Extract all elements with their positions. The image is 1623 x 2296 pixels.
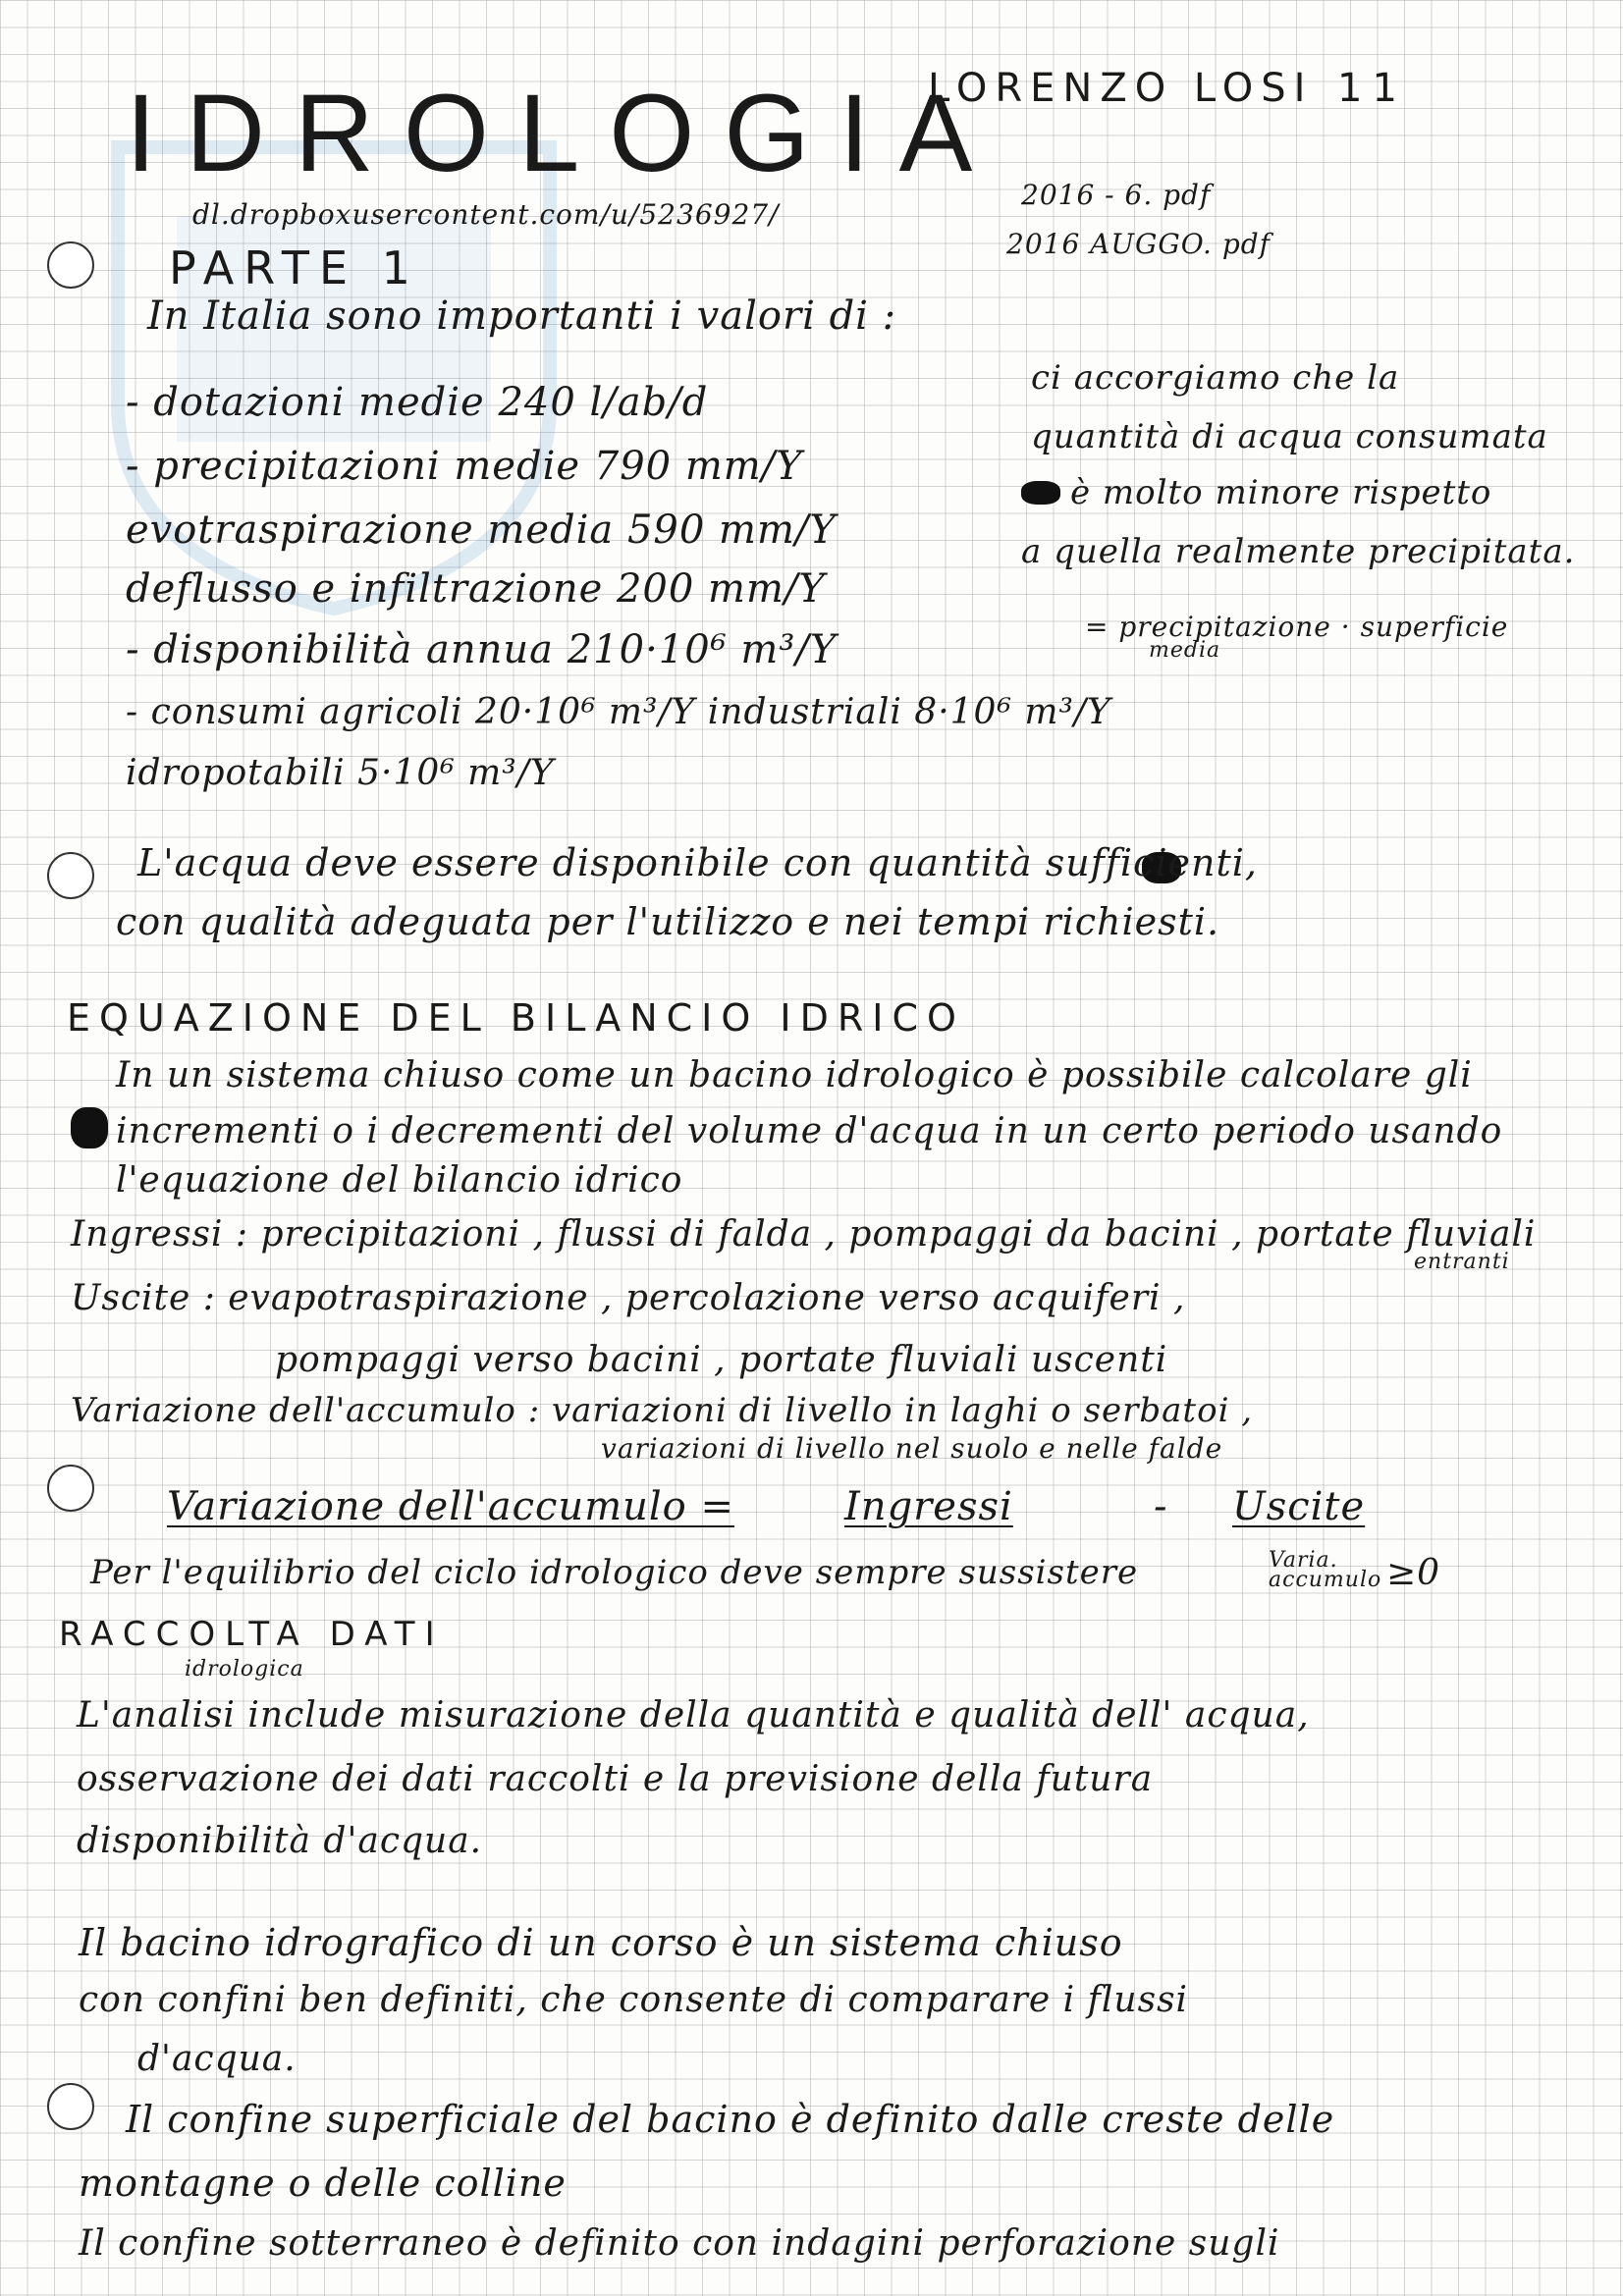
value-line: deflusso e infiltrazione 200 mm/Y xyxy=(126,566,826,612)
boundary-line: montagne o delle colline xyxy=(79,2162,567,2205)
data-line: osservazione dei dati raccolti e la previsione della futura xyxy=(77,1759,1154,1799)
side-note-line: a quella realmente precipitata. xyxy=(1021,532,1576,571)
availability-line: con qualità adeguata per l'utilizzo e nei tempi richiesti. xyxy=(116,900,1220,943)
punch-hole xyxy=(47,852,94,899)
page-number: 11 xyxy=(1337,66,1407,111)
value-line: - dotazioni medie 240 l/ab/d xyxy=(126,380,709,425)
part-heading: PARTE 1 xyxy=(169,241,420,294)
ref-file-1: 2016 - 6. pdf xyxy=(1021,179,1212,211)
side-note-line: quantità di acqua consumata xyxy=(1031,417,1548,456)
punch-hole xyxy=(47,241,94,289)
balance-line: In un sistema chiuso come un bacino idrologico è possibile calcolare gli xyxy=(116,1055,1473,1095)
part-intro: In Italia sono importanti i valori di : xyxy=(147,294,897,339)
equation-lhs: Variazione dell'accumulo = xyxy=(167,1484,734,1529)
section-heading-balance: EQUAZIONE DEL BILANCIO IDRICO xyxy=(67,996,965,1040)
author-name: LORENZO LOSI xyxy=(928,66,1314,111)
ink-blot xyxy=(1021,481,1060,505)
page-title: IDROLOGIA xyxy=(126,72,1002,194)
boundary-line: Il confine superficiale del bacino è definito dalle creste delle xyxy=(126,2098,1335,2141)
value-line: evotraspirazione media 590 mm/Y xyxy=(126,507,837,553)
formula-subscript: media xyxy=(1149,638,1221,663)
value-line: - consumi agricoli 20·10⁶ m³/Y industriali 8·10⁶ m³/Y xyxy=(126,692,1111,732)
basin-line: Il bacino idrografico di un corso è un sistema chiuso xyxy=(79,1921,1123,1964)
formula-text: = precipitazione · superficie xyxy=(1085,611,1509,643)
ink-blot xyxy=(71,1107,108,1148)
equation-minus: - xyxy=(1154,1484,1168,1529)
punch-hole xyxy=(47,1465,94,1512)
data-superscript: idrologica xyxy=(185,1657,304,1682)
outputs-line: pompaggi verso bacini , portate fluviali uscenti xyxy=(275,1340,1168,1380)
inputs-line: Ingressi : precipitazioni , flussi di falda , pompaggi da bacini , portate fluviali xyxy=(71,1214,1537,1255)
balance-line: l'equazione del bilancio idrico xyxy=(116,1160,683,1201)
equilibrium-variable: Varia. accumulo xyxy=(1269,1548,1382,1592)
boundary-line: Il confine sotterraneo è definito con indagini perforazione sugli xyxy=(79,2223,1280,2264)
equation-outputs: Uscite xyxy=(1232,1484,1366,1529)
side-note-line: ci accorgiamo che la xyxy=(1031,358,1400,398)
value-line: - disponibilità annua 210·10⁶ m³/Y xyxy=(126,627,838,672)
source-url: dl.dropboxusercontent.com/u/5236927/ xyxy=(192,198,780,231)
value-line: idropotabili 5·10⁶ m³/Y xyxy=(126,753,555,793)
value-line: - precipitazioni medie 790 mm/Y xyxy=(126,444,803,489)
equation-inputs: Ingressi xyxy=(844,1484,1013,1529)
balance-line: incrementi o i decrementi del volume d'acqua in un certo periodo usando xyxy=(116,1111,1503,1151)
equilibrium-relation: ≥0 xyxy=(1386,1553,1441,1593)
outputs-line: Uscite : evapotraspirazione , percolazione verso acquiferi , xyxy=(71,1278,1186,1318)
availability-line: L'acqua deve essere disponibile con quantità sufficienti, xyxy=(137,841,1258,884)
section-heading-data: RACCOLTA DATI xyxy=(59,1615,445,1654)
ref-file-2: 2016 AUGGO. pdf xyxy=(1006,228,1271,260)
equilibrium-line: Per l'equilibrio del ciclo idrologico deve sempre sussistere xyxy=(90,1553,1139,1592)
data-line: disponibilità d'acqua. xyxy=(77,1821,483,1861)
storage-line: Variazione dell'accumulo : variazioni di livello in laghi o serbatoi , xyxy=(71,1391,1254,1430)
basin-line: con confini ben definiti, che consente di comparare i flussi xyxy=(79,1980,1189,2020)
storage-line: variazioni di livello nel suolo e nelle falde xyxy=(601,1432,1223,1465)
data-line: L'analisi include misurazione della quantità e qualità dell' acqua, xyxy=(77,1695,1310,1735)
punch-hole xyxy=(47,2083,94,2130)
side-note-line: è molto minore rispetto xyxy=(1070,473,1492,512)
basin-line: d'acqua. xyxy=(137,2039,297,2079)
inputs-subscript: entranti xyxy=(1414,1250,1510,1274)
